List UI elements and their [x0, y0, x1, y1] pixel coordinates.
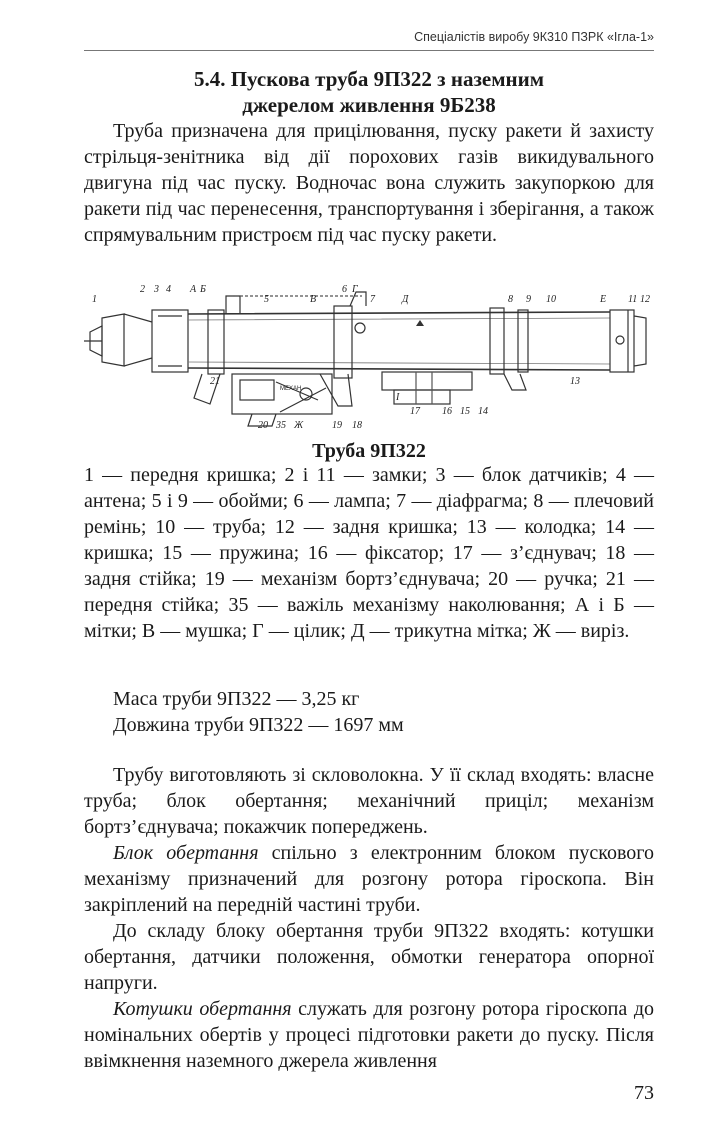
callout-top-12: 12 — [640, 294, 650, 305]
intro-paragraph: Труба призначена для прицілювання, пуску ракети й захисту стрільця-зенітника від дії порохових газів викидувального двигуна під час пуску. Водночас вона служить закупоркою для ракети під час перенесення, транспортування і зберігання, а також спрямувальним пристроєм під час пуску ракети. — [84, 120, 654, 246]
callout-top-9: 9 — [526, 294, 531, 305]
tube-drawing — [84, 292, 646, 426]
callout-top-6: 6 — [342, 284, 347, 295]
callout-bottom-14: 14 — [478, 406, 488, 417]
running-header: Спеціалістів виробу 9К310 ПЗРК «Ігла-1» — [414, 30, 654, 44]
callout-bottom-15: 15 — [460, 406, 470, 417]
body-paragraph-2-text: спільно з електронним блоком пускового механізму призначений для розгону ротора гіроскопа. Він закріплений на передній частині труби. — [84, 842, 654, 916]
callout-top-2: 2 — [140, 284, 145, 295]
triangle-mark-icon — [416, 320, 424, 326]
launch-tube-diagram — [80, 280, 660, 432]
callout-bottom-19: 19 — [332, 420, 342, 431]
callout-top-3: 3 — [154, 284, 159, 295]
figure-caption: Труба 9П322 — [312, 440, 426, 462]
callout-top-10: 10 — [546, 294, 556, 305]
callout-13: 13 — [570, 376, 580, 387]
body-paragraph-3: До складу блоку обертання труби 9П322 входять: котушки обертання, датчики положення, обмотки генератора опорної напруги. — [84, 920, 654, 994]
callout-bottom-20: 20 — [258, 420, 268, 431]
spec-mass: Маса труби 9П322 — 3,25 кг — [113, 688, 360, 710]
callout-top-Д: Д — [402, 294, 409, 305]
callout-top-11: 11 — [628, 294, 638, 305]
callout-top-1: 1 — [92, 294, 97, 305]
section-title-line2: джерелом живлення 9Б238 — [242, 93, 496, 117]
callout-top-В: В — [310, 294, 317, 305]
page-number: 73 — [634, 1082, 654, 1104]
callout-bottom-17: 17 — [410, 406, 420, 417]
callout-bottom-18: 18 — [352, 420, 362, 431]
callout-top-А: А — [190, 284, 197, 295]
callout-bottom-21: 21 — [210, 376, 220, 387]
section-title — [84, 66, 654, 118]
callout-top-8: 8 — [508, 294, 513, 305]
callout-bottom-І: І — [396, 392, 400, 403]
term-rotation-coils: Котушки обертання — [113, 998, 292, 1020]
section-title-line1: 5.4. Пускова труба 9П322 з наземним — [193, 67, 545, 91]
callout-top-4: 4 — [166, 284, 171, 295]
callout-top-Б: Б — [200, 284, 206, 295]
header-rule — [84, 50, 654, 51]
callout-top-Г: Г — [352, 284, 358, 295]
term-rotation-block: Блок обертання — [113, 842, 259, 864]
spec-length: Довжина труби 9П322 — 1697 мм — [113, 714, 404, 736]
callout-bottom-35: 35 — [276, 420, 286, 431]
body-paragraph-2 — [84, 840, 654, 918]
callout-top-5: 5 — [264, 294, 269, 305]
mechanism-panel-label: МЕХАН — [280, 386, 302, 392]
body-paragraph-4 — [84, 996, 654, 1074]
callout-top-Е: Е — [600, 294, 607, 305]
callout-top-7: 7 — [370, 294, 375, 305]
callout-bottom-Ж: Ж — [294, 420, 304, 431]
body-paragraph-4-text: служать для розгону ротора гіроскопа до номінальних обертів у процесі підготовки ракети до пуску. Після ввімкнення наземного джерела живлення — [84, 998, 655, 1072]
callout-bottom-16: 16 — [442, 406, 452, 417]
body-paragraph-1: Трубу виготовляють зі скловолокна. У її склад входять: власне труба; блок обертання; механічний приціл; механізм бортз’єднувача; покажчик попереджень. — [84, 764, 654, 838]
figure-legend: 1 — передня кришка; 2 і 11 — замки; 3 — блок датчиків; 4 — антена; 5 і 9 — обойми; 6 — лампа; 7 — діафрагма; 8 — плечовий ремінь; 10 — труба; 12 — задня кришка; 13 — колодка; 14 — кришка; 15 — пружина; 16 — фіксатор; 17 — з’єднувач; 18 — задня стійка; 19 — механізм бортз’єднувача; 20 — ручка; 21 — передня стійка; 35 — важіль механізму наколювання; А і Б — мітки; В — мушка; Г — цілик; Д — трикутна мітка; Ж — виріз. — [84, 464, 654, 642]
